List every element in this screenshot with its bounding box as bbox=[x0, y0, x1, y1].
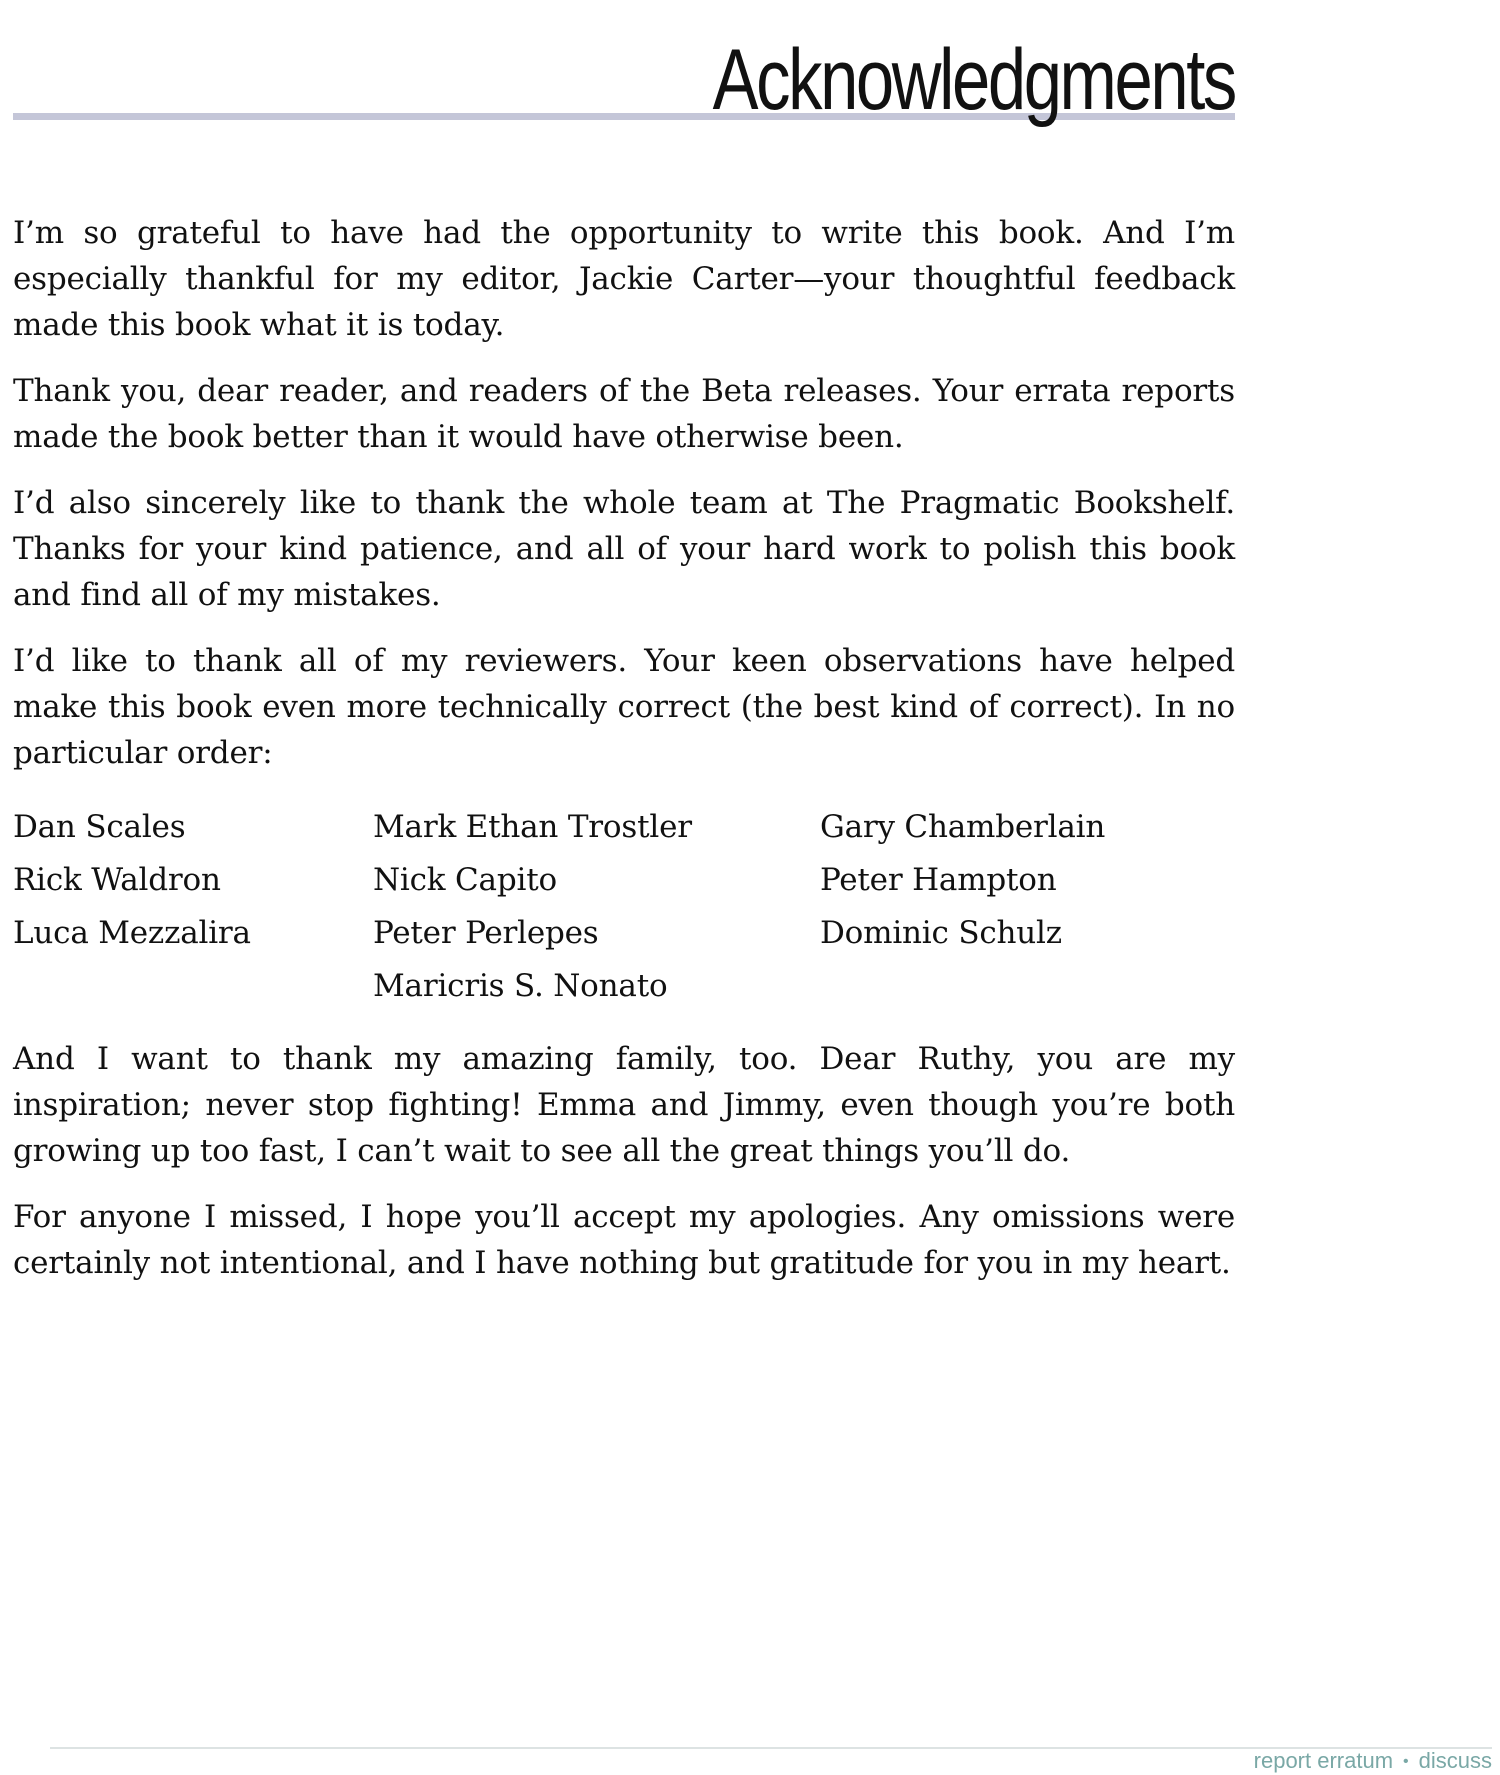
paragraph-gratitude: I’m so grateful to have had the opportunity to write this book. And I’m especially thankful for my editor, Jackie Carter—your thoughtful feedback made this book what it is today. bbox=[13, 215, 1235, 343]
reviewer-name: Maricris S. Nonato bbox=[373, 968, 668, 1004]
paragraph-team: I’d also sincerely like to thank the whole team at The Pragmatic Bookshelf. Thanks for your kind patience, and all of your hard work to polish this book and find all of my mistakes. bbox=[13, 485, 1235, 613]
paragraph-readers: Thank you, dear reader, and readers of the Beta releases. Your errata reports made the book better than it would have otherwise been. bbox=[13, 373, 1235, 455]
page-title: Acknowledgments bbox=[712, 32, 1235, 128]
reviewer-name: Rick Waldron bbox=[13, 862, 221, 898]
reviewer-name: Peter Hampton bbox=[820, 862, 1057, 898]
reviewer-name: Mark Ethan Trostler bbox=[373, 809, 692, 845]
footer-separator: • bbox=[1403, 1753, 1409, 1770]
reviewer-name: Gary Chamberlain bbox=[820, 809, 1106, 845]
reviewer-name: Dominic Schulz bbox=[820, 915, 1062, 951]
reviewer-empty-cell bbox=[820, 963, 1235, 1009]
body-text bbox=[13, 210, 1235, 1306]
reviewers-list bbox=[13, 804, 1235, 1009]
footer-links bbox=[1254, 1748, 1492, 1775]
reviewer-name: Luca Mezzalira bbox=[13, 915, 251, 951]
page bbox=[13, 0, 1235, 1281]
reviewer-name: Nick Capito bbox=[373, 862, 557, 898]
paragraph-family: And I want to thank my amazing family, too. Dear Ruthy, you are my inspiration; never stop fighting! Emma and Jimmy, even though you’re both growing up too fast, I can’t wait to see all the great things you’ll do. bbox=[13, 1041, 1235, 1169]
title-block bbox=[13, 0, 1235, 140]
paragraph-reviewers-intro: I’d like to thank all of my reviewers. Your keen observations have helped make this book even more technically correct (the best kind of correct). In no particular order: bbox=[13, 643, 1235, 771]
report-erratum-link[interactable]: report erratum bbox=[1253, 1748, 1394, 1773]
reviewer-empty-cell bbox=[13, 963, 373, 1009]
reviewer-name: Peter Perlepes bbox=[373, 915, 599, 951]
reviewer-name: Dan Scales bbox=[13, 809, 186, 845]
discuss-link[interactable]: discuss bbox=[1418, 1748, 1492, 1773]
paragraph-closing: For anyone I missed, I hope you’ll accept my apologies. Any omissions were certainly not intentional, and I have nothing but gratitude for you in my heart. bbox=[13, 1199, 1235, 1281]
